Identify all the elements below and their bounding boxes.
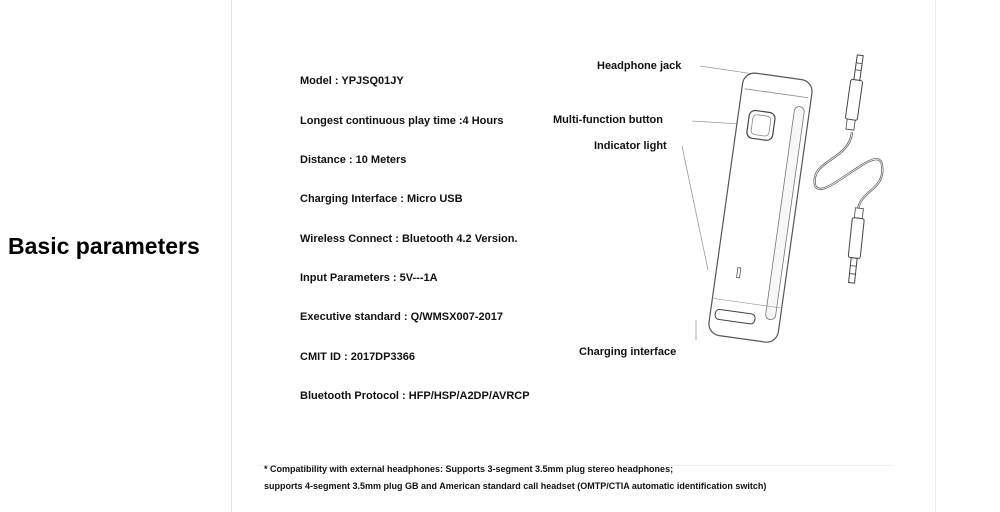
- callout-headphone-jack: Headphone jack: [597, 60, 682, 72]
- bluetooth-receiver-illustration: [560, 40, 900, 370]
- left-column-divider: [231, 0, 232, 512]
- right-edge-divider: [935, 0, 936, 512]
- param-bluetooth-protocol: Bluetooth Protocol : HFP/HSP/A2DP/AVRCP: [300, 390, 530, 402]
- footnote-line-2: supports 4-segment 3.5mm plug GB and American standard call headset (OMTP/CTIA automatic identification switch): [264, 481, 767, 491]
- param-input-parameters: Input Parameters : 5V---1A: [300, 272, 438, 284]
- callout-indicator-light: Indicator light: [594, 140, 667, 152]
- footnote-line-1: * Compatibility with external headphones: Supports 3-segment 3.5mm plug stereo headphones;: [264, 464, 674, 474]
- callout-multi-function-button: Multi-function button: [553, 114, 663, 126]
- param-cmit-id: CMIT ID : 2017DP3366: [300, 351, 415, 363]
- param-play-time: Longest continuous play time :4 Hours: [300, 115, 504, 127]
- section-heading: Basic parameters: [8, 233, 200, 259]
- callout-charging-interface: Charging interface: [579, 346, 677, 358]
- param-model: Model : YPJSQ01JY: [300, 75, 404, 87]
- param-distance: Distance : 10 Meters: [300, 154, 407, 166]
- param-wireless-connect: Wireless Connect : Bluetooth 4.2 Version.: [300, 233, 518, 245]
- param-charging-interface: Charging Interface : Micro USB: [300, 193, 463, 205]
- param-executive-standard: Executive standard : Q/WMSX007-2017: [300, 311, 503, 323]
